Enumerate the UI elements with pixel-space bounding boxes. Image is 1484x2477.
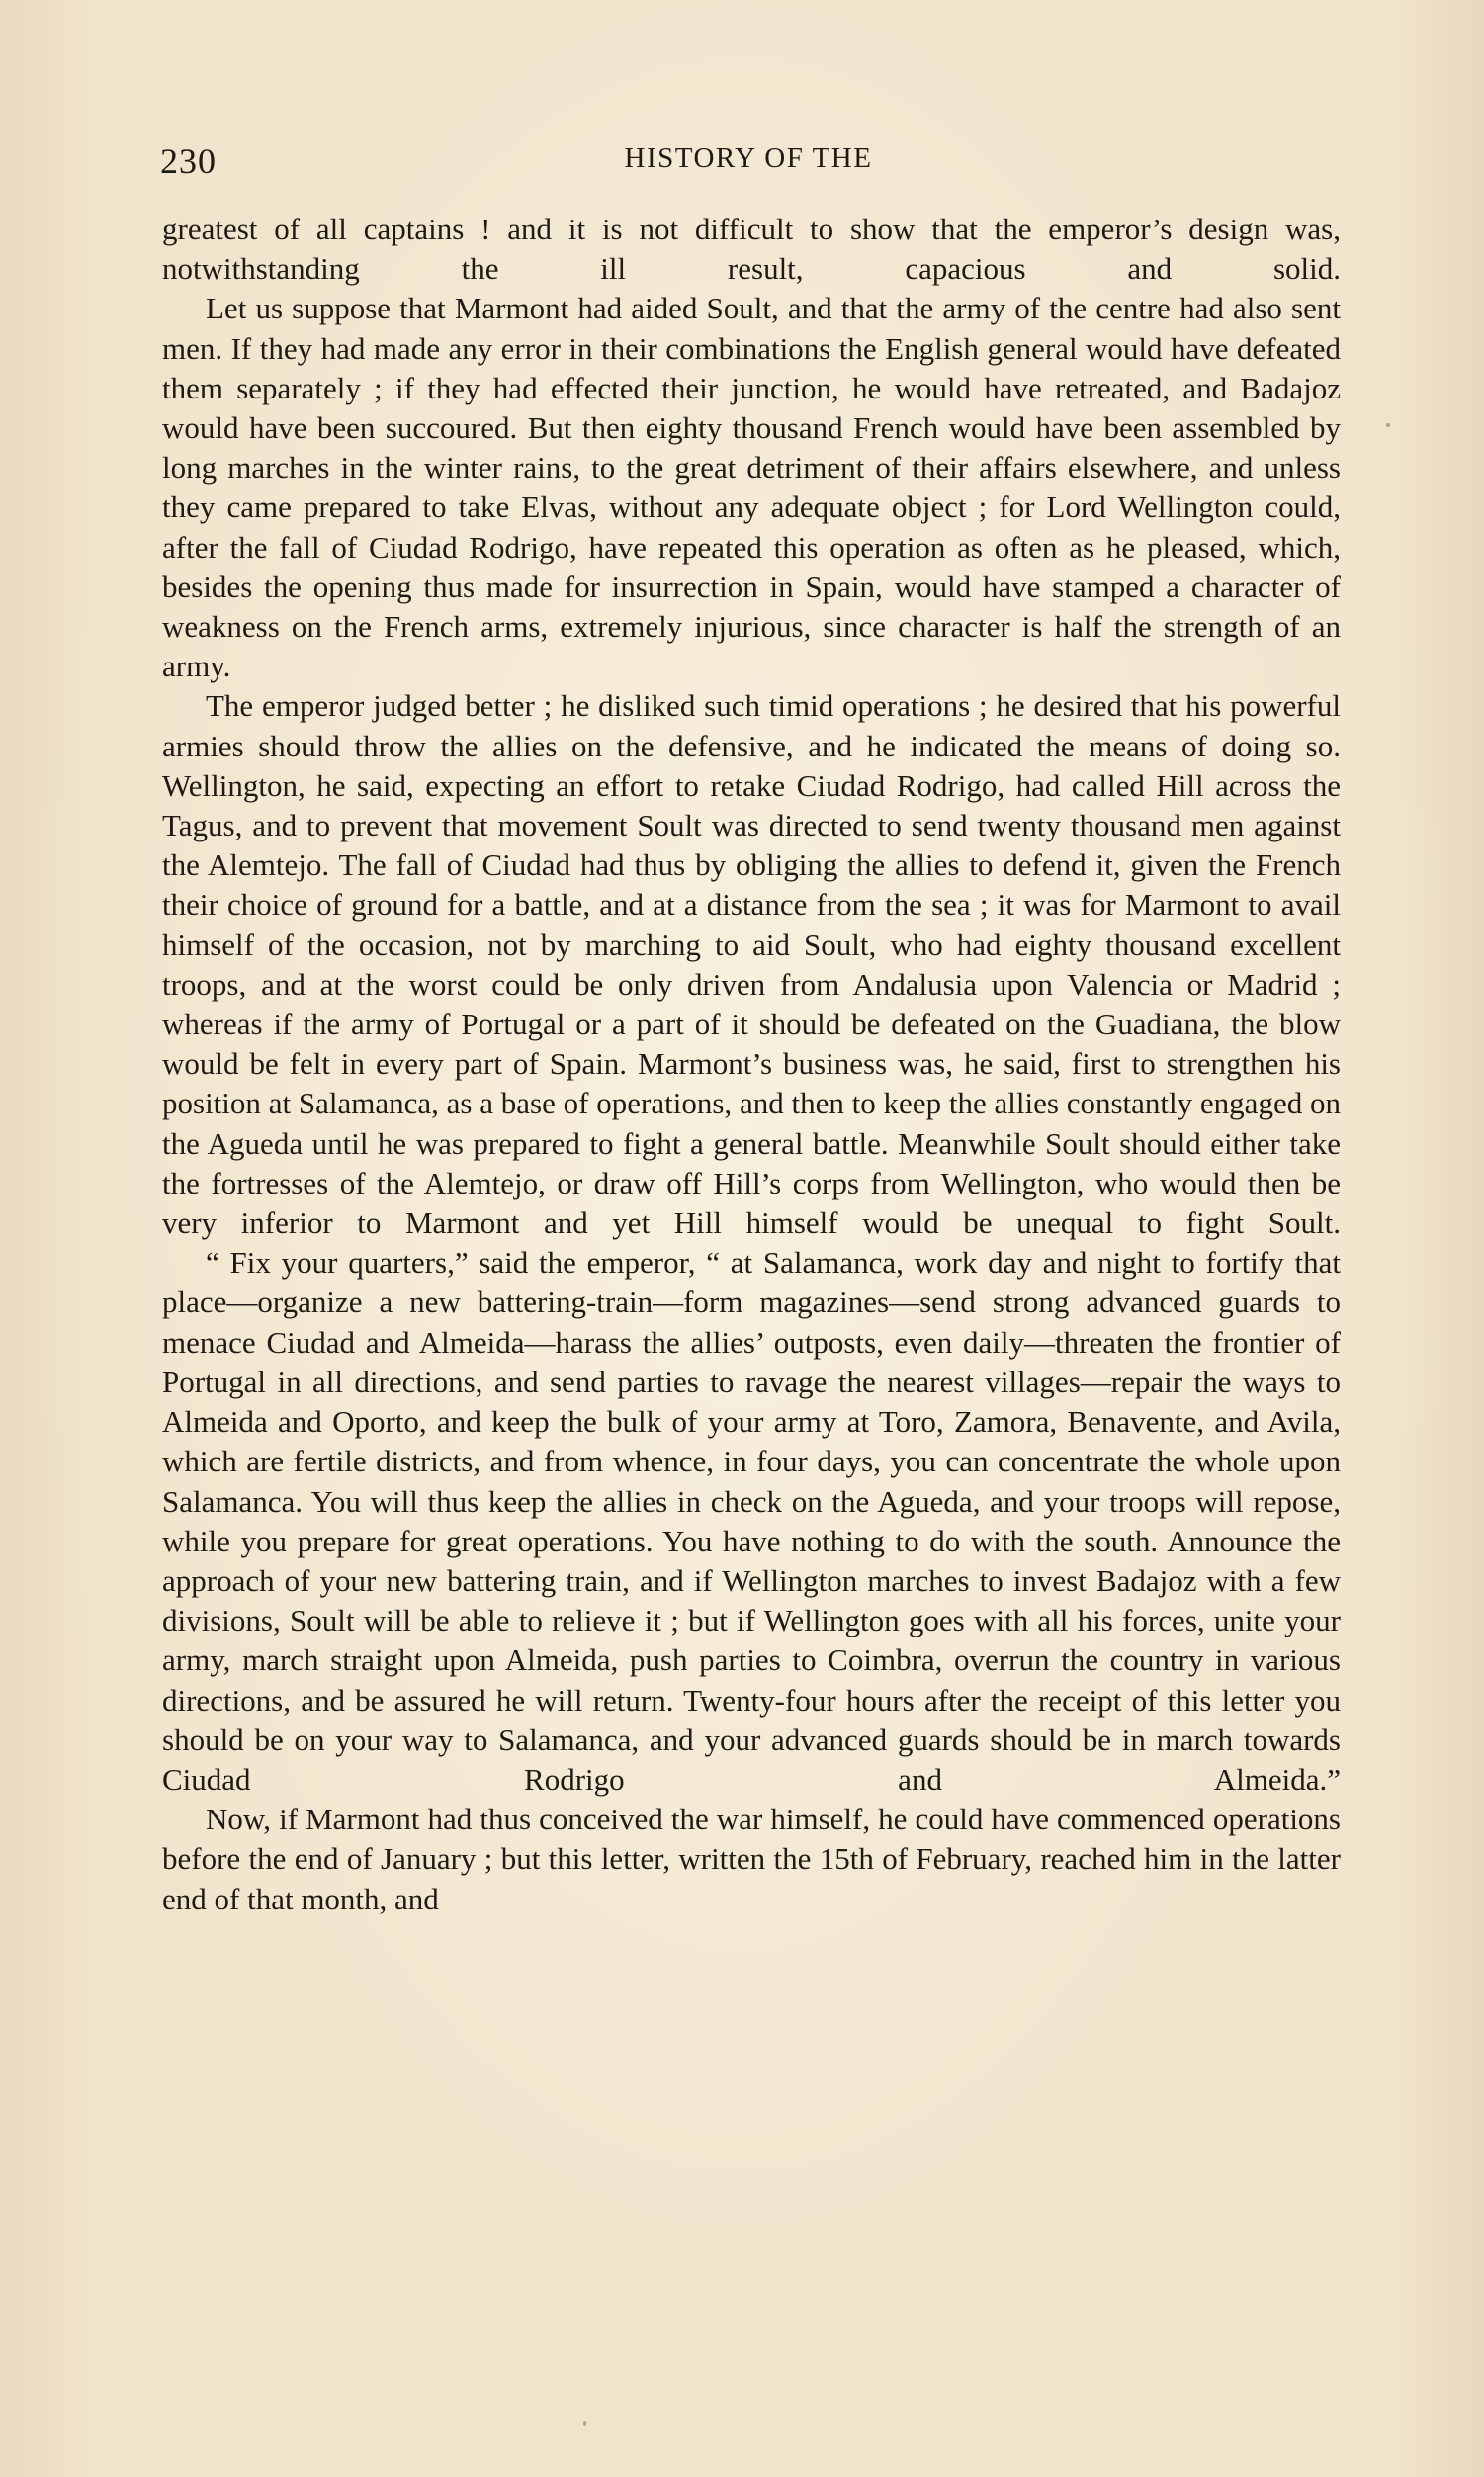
running-title: HISTORY OF THE (624, 142, 873, 174)
running-head (160, 136, 1337, 186)
body-text (162, 210, 1341, 1919)
page-number: 230 (160, 141, 217, 181)
paper-speck (583, 2421, 586, 2426)
paragraph-emperor-letter: “ Fix your quarters,” said the emperor, “ at Salamanca, work day and night to fortify that place—organize a new battering-train—form magazines—send strong advanced guards to menace Ciudad and Almeida—harass the allies’ outposts, even daily—threaten the frontier of Portugal in all directions, and send parties to ravage the nearest villages—repair the ways to Almeida and Oporto, and keep the bulk of your army at Toro, Zamora, Benavente, and Avila, which are fertile districts, and from whence, in four days, you can concentrate the whole upon Salamanca. You will thus keep the allies in check on the Agueda, and your troops will repose, while you prepare for great operations. You have nothing to do with the south. Announce the approach of your new battering train, and if Wellington marches to invest Badajoz with a few divisions, Soult will be able to relieve it ; but if Wellington goes with all his forces, unite your army, march straight upon Almeida, push parties to Coimbra, overrun the country in various directions, and be assured he will return. Twenty-four hours after the receipt of this letter you should be on your way to Salamanca, and your advanced guards should be in march towards Ciudad Rodrigo and Almeida.” (162, 1245, 1341, 1797)
paragraph-continued: greatest of all captains ! and it is not difficult to show that the emperor’s design was, notwithstanding the ill result, capacious and solid. (162, 212, 1341, 287)
paragraph-emperor-judgment: The emperor judged better ; he disliked such timid operations ; he desired that his powerful armies should throw the allies on the defensive, and he indicated the means of doing so. Wellington, he said, expecting an effort to retake Ciudad Rodrigo, had called Hill across the Tagus, and to prevent that movement Soult was directed to send twenty thousand men against the Alemtejo. The fall of Ciudad had thus by obliging the allies to defend it, given the French their choice of ground for a battle, and at a distance from the sea ; it was for Marmont to avail himself of the occasion, not by marching to aid Soult, who had eighty thousand excellent troops, and at the worst could be only driven from Andalusia upon Valencia or Madrid ; whereas if the army of Portugal or a part of it should be defeated on the Guadiana, the blow would be felt in every part of Spain. Marmont’s business was, he said, first to strengthen his position at Salamanca, as a base of operations, and then to keep the allies constantly engaged on the Agueda until he was prepared to fight a general battle. Meanwhile Soult should either take the fortresses of the Alemtejo, or draw off Hill’s corps from Wellington, who would then be very inferior to Marmont and yet Hill himself would be unequal to fight Soult. (162, 688, 1341, 1241)
paper-speck (1386, 423, 1390, 427)
paragraph-marmont-hypothesis: Let us suppose that Marmont had aided Soult, and that the army of the centre had also sent men. If they had made any error in their combinations the English general would have defeated them separately ; if they had effected their junction, he would have retreated, and Badajoz would have been succoured. But then eighty thousand French would have been assembled by long marches in the winter rains, to the great detriment of their affairs elsewhere, and unless they came prepared to take Elvas, without any adequate object ; for Lord Wellington could, after the fall of Ciudad Rodrigo, have repeated this operation as often as he pleased, which, besides the opening thus made for insurrection in Spain, would have stamped a character of weakness on the French arms, extremely injurious, since character is half the strength of an army. (162, 291, 1341, 684)
paragraph-conclusion: Now, if Marmont had thus conceived the war himself, he could have commenced operations before the end of January ; but this letter, written the 15th of February, reached him in the latter end of that month, and (162, 1802, 1341, 1916)
